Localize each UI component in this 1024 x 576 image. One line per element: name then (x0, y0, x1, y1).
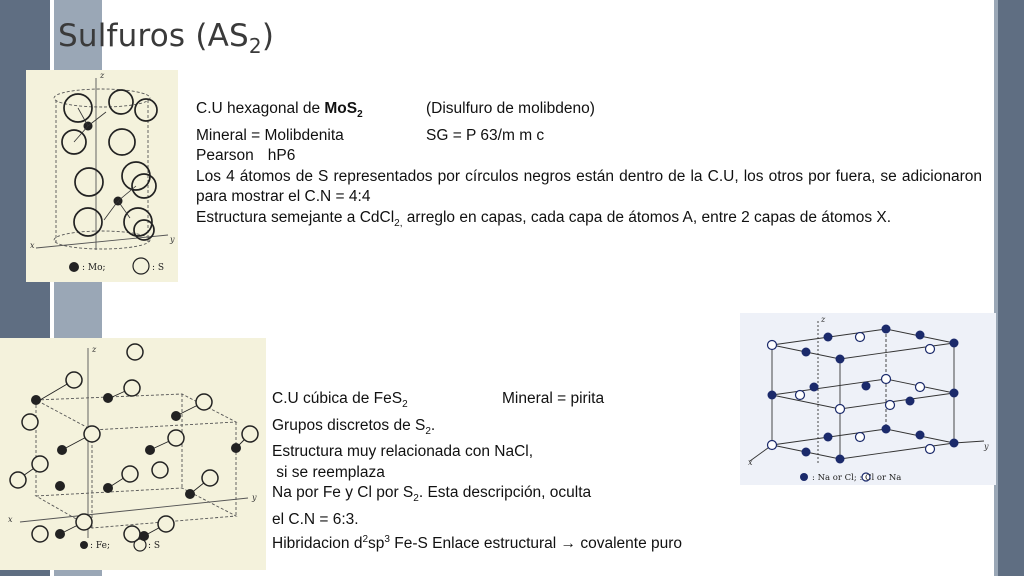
fes2-description (272, 389, 742, 555)
arrow-icon: → (560, 535, 577, 553)
mos2-axis-y: y (170, 235, 175, 244)
mos2-paragraph-2: Estructura semejante a CdCl$_{2,}$ arreglo en capas, cada capa de átomos A, entre 2 capas de átomos X. (196, 208, 892, 229)
mos2-legend-mo: : Mo; (82, 263, 106, 273)
fes2-line-5: Na por Fe y Cl por $S_2$. Esta descripción, oculta (272, 484, 592, 505)
page-title: Sulfuros $(AS_2)$ (58, 18, 275, 59)
fes2-line-3: Estructura muy relacionada con NaCl, (272, 443, 534, 461)
nacl-axis-z: z (821, 315, 826, 324)
mos2-line-2: Mineral = Molibdenita SG = P 63/m m c (196, 126, 545, 144)
fes2-legend-fe-marker (80, 541, 88, 549)
nacl-legend-dark-marker (800, 473, 808, 481)
mos2-axis-x: x (30, 241, 35, 250)
fes2-structure-figure (0, 338, 266, 570)
fes2-line-6: el C.N = 6:3. (272, 510, 359, 528)
fes2-legend-s: : S (148, 541, 161, 551)
nacl-axis-x: x (748, 458, 753, 467)
mos2-axis-z: z (100, 71, 105, 80)
nacl-axis-y: y (984, 442, 989, 451)
mos2-description (196, 99, 982, 234)
nacl-legend: : Na or Cl; : Cl or Na (812, 473, 902, 483)
decor-bar-right (998, 0, 1024, 576)
mos2-legend-mo-marker (69, 262, 79, 272)
fes2-axis-x: x (8, 515, 13, 524)
fes2-legend-fe: : Fe; (90, 541, 111, 551)
fes2-axis-y: y (252, 493, 257, 502)
mos2-structure-figure (26, 70, 178, 282)
nacl-structure-figure (740, 313, 996, 485)
mos2-legend-s: : S (152, 263, 165, 273)
mos2-paragraph-1: Los 4 átomos de S representados por círculos negros están dentro de la C.U, los otros por fuera, se adicionaron para mostrar el C.N = 4:4 (196, 167, 982, 206)
mos2-line-1: C.U hexagonal de MoS$_2$ (Disulfuro de molibdeno) (196, 100, 595, 121)
fes2-line-7: Hibridacion $d^2sp^3$ Fe-S Enlace estructural → covalente puro (272, 534, 683, 553)
fes2-axis-z: z (92, 345, 97, 354)
fes2-line-4: si se reemplaza (272, 463, 385, 481)
fes2-line-2: Grupos discretos de $S_2$. (272, 416, 436, 437)
mos2-line-3: Pearson hP6 (196, 147, 296, 165)
fes2-line-1: C.U cúbica de FeS$_2$ Mineral = pirita (272, 390, 605, 411)
